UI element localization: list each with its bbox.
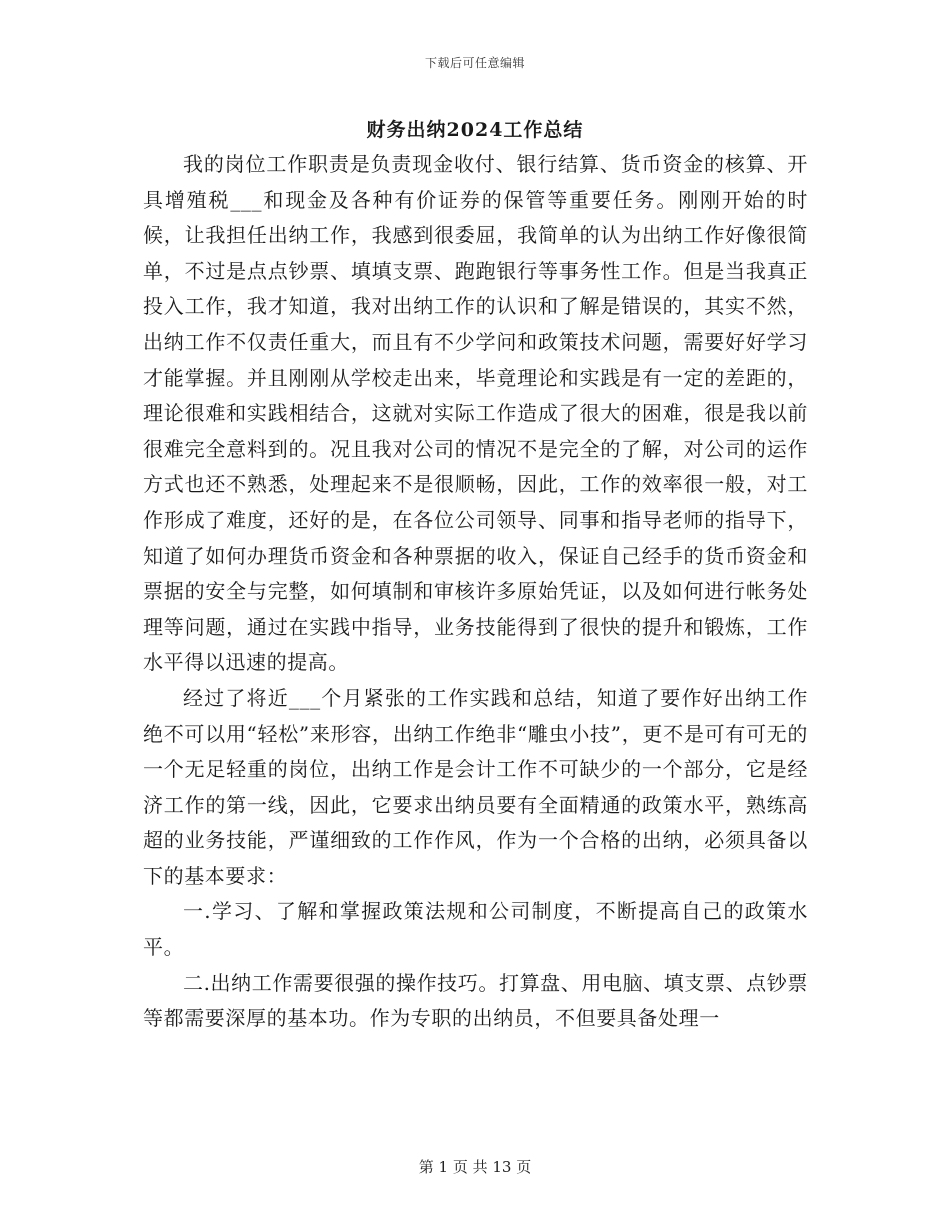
paragraph-4: 二.出纳工作需要很强的操作技巧。打算盘、用电脑、填支票、点钞票等都需要深厚的基本功。作为专职的出纳员，不但要具备处理一 xyxy=(143,970,808,1031)
paragraph-3: 一.学习、了解和掌握政策法规和公司制度，不断提高自己的政策水平。 xyxy=(143,899,808,960)
paragraph-2: 经过了将近___个月紧张的工作实践和总结，知道了要作好出纳工作绝不可以用“轻松”来形容，出纳工作绝非“雕虫小技”，更不是可有可无的一个无足轻重的岗位，出纳工作是会计工作不可缺少的一个部分，它是经济工作的第一线，因此，它要求出纳员要有全面精通的政策水平，熟练高超的业务技能，严谨细致的工作作风，作为一个合格的出纳，必须具备以下的基本要求： xyxy=(143,685,808,888)
document-title: 财务出纳2024工作总结 xyxy=(366,119,584,141)
page-header-note: 下载后可任意编辑 xyxy=(424,56,525,70)
page-number: 第 1 页 共 13 页 xyxy=(418,1158,532,1176)
document-body xyxy=(143,147,808,1037)
paragraph-1: 我的岗位工作职责是负责现金收付、银行结算、货币资金的核算、开具增殖税___和现金及各种有价证券的保管等重要任务。刚刚开始的时候，让我担任出纳工作，我感到很委屈，我简单的认为出纳工作好像很简单，不过是点点钞票、填填支票、跑跑银行等事务性工作。但是当我真正投入工作，我才知道，我对出纳工作的认识和了解是错误的，其实不然，出纳工作不仅责任重大，而且有不少学问和政策技术问题，需要好好学习才能掌握。并且刚刚从学校走出来，毕竟理论和实践是有一定的差距的，理论很难和实践相结合，这就对实际工作造成了很大的困难，很是我以前很难完全意料到的。况且我对公司的情况不是完全的了解，对公司的运作方式也还不熟悉，处理起来不是很顺畅，因此，工作的效率很一般，对工作形成了难度，还好的是，在各位公司领导、同事和指导老师的指导下，知道了如何办理货币资金和各种票据的收入，保证自己经手的货币资金和票据的安全与完整，如何填制和审核许多原始凭证，以及如何进行帐务处理等问题，通过在实践中指导，业务技能得到了很快的提升和锻炼，工作水平得以迅速的提高。 xyxy=(143,152,808,675)
